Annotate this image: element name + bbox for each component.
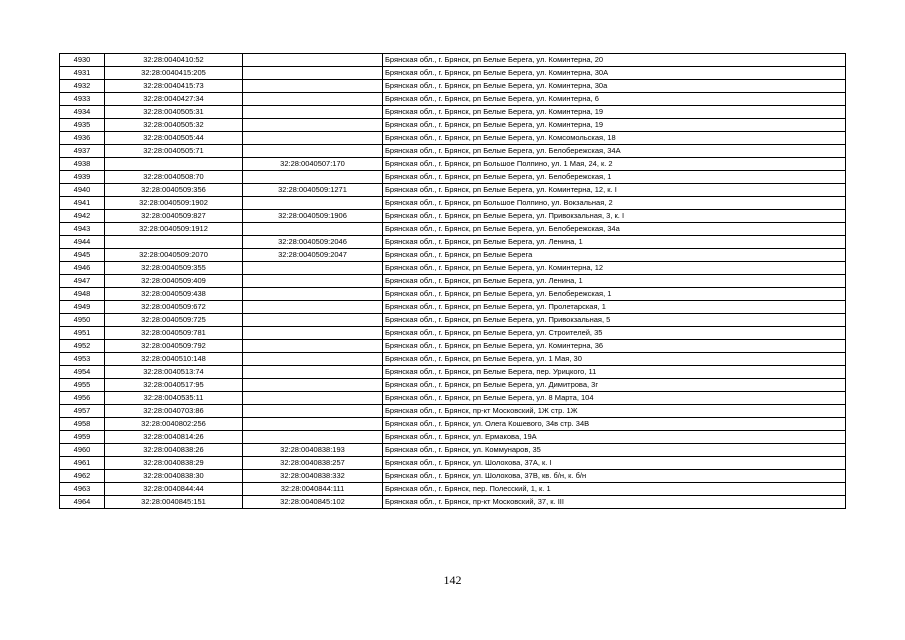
address-cell: Брянская обл., г. Брянск, ул. Шолохова, 37А, к. I: [383, 457, 846, 470]
cadastral-number-cell: 32:28:0040509:792: [105, 340, 243, 353]
building-number-cell: [243, 431, 383, 444]
row-number-cell: 4964: [60, 496, 105, 509]
table-row: [60, 132, 846, 145]
table-row: [60, 119, 846, 132]
row-number-cell: 4955: [60, 379, 105, 392]
table-row: [60, 106, 846, 119]
table-row: [60, 340, 846, 353]
row-number-cell: 4941: [60, 197, 105, 210]
address-cell: Брянская обл., г. Брянск, пр-кт Московский, 37, к. III: [383, 496, 846, 509]
row-number-cell: 4943: [60, 223, 105, 236]
cadastral-number-cell: 32:28:0040517:95: [105, 379, 243, 392]
address-cell: Брянская обл., г. Брянск, пр-кт Московский, 1Ж стр. 1Ж: [383, 405, 846, 418]
building-number-cell: 32:28:0040844:111: [243, 483, 383, 496]
building-number-cell: [243, 106, 383, 119]
table-row: [60, 301, 846, 314]
cadastral-number-cell: 32:28:0040535:11: [105, 392, 243, 405]
cadastral-number-cell: [105, 236, 243, 249]
row-number-cell: 4936: [60, 132, 105, 145]
building-number-cell: [243, 262, 383, 275]
row-number-cell: 4940: [60, 184, 105, 197]
address-cell: Брянская обл., г. Брянск, рп Белые Берега, ул. Белобережская, 1: [383, 288, 846, 301]
cadastral-number-cell: 32:28:0040508:70: [105, 171, 243, 184]
building-number-cell: 32:28:0040509:1271: [243, 184, 383, 197]
address-cell: Брянская обл., г. Брянск, ул. Олега Кошевого, 34в стр. 34В: [383, 418, 846, 431]
address-cell: Брянская обл., г. Брянск, ул. Шолохова, 37В, кв. б/н, к. б/н: [383, 470, 846, 483]
table-row: [60, 483, 846, 496]
row-number-cell: 4957: [60, 405, 105, 418]
cadastral-number-cell: 32:28:0040505:32: [105, 119, 243, 132]
cadastral-number-cell: 32:28:0040509:2070: [105, 249, 243, 262]
address-cell: Брянская обл., г. Брянск, рп Белые Берега, ул. Коминтерна, 19: [383, 106, 846, 119]
row-number-cell: 4933: [60, 93, 105, 106]
address-cell: Брянская обл., г. Брянск, рп Белые Берега, ул. Привокзальная, 5: [383, 314, 846, 327]
table-row: [60, 314, 846, 327]
address-cell: Брянская обл., г. Брянск, рп Белые Берега, пер. Урицкого, 11: [383, 366, 846, 379]
table-row: [60, 80, 846, 93]
cadastral-number-cell: 32:28:0040838:30: [105, 470, 243, 483]
address-cell: Брянская обл., г. Брянск, рп Белые Берега, ул. Коминтерна, 12: [383, 262, 846, 275]
row-number-cell: 4930: [60, 54, 105, 67]
address-cell: Брянская обл., г. Брянск, рп Белые Берега, ул. Коминтерна, 12, к. I: [383, 184, 846, 197]
address-cell: Брянская обл., г. Брянск, рп Белые Берега, ул. Коминтерна, 6: [383, 93, 846, 106]
row-number-cell: 4958: [60, 418, 105, 431]
cadastral-number-cell: 32:28:0040509:672: [105, 301, 243, 314]
building-number-cell: [243, 132, 383, 145]
row-number-cell: 4962: [60, 470, 105, 483]
cadastral-number-cell: [105, 158, 243, 171]
row-number-cell: 4937: [60, 145, 105, 158]
cadastral-number-cell: 32:28:0040410:52: [105, 54, 243, 67]
table-row: [60, 496, 846, 509]
table-row: [60, 366, 846, 379]
row-number-cell: 4959: [60, 431, 105, 444]
table-row: [60, 93, 846, 106]
table-row: [60, 54, 846, 67]
building-number-cell: [243, 340, 383, 353]
cadastral-number-cell: 32:28:0040513:74: [105, 366, 243, 379]
table-row: [60, 392, 846, 405]
address-cell: Брянская обл., г. Брянск, пер. Полесский, 1, к. 1: [383, 483, 846, 496]
table-row: [60, 158, 846, 171]
building-number-cell: 32:28:0040509:2047: [243, 249, 383, 262]
row-number-cell: 4954: [60, 366, 105, 379]
building-number-cell: [243, 392, 383, 405]
address-cell: Брянская обл., г. Брянск, рп Белые Берега, ул. Коминтерна, 30А: [383, 67, 846, 80]
cadastral-number-cell: 32:28:0040509:827: [105, 210, 243, 223]
table-row: [60, 457, 846, 470]
building-number-cell: [243, 314, 383, 327]
cadastral-number-cell: 32:28:0040844:44: [105, 483, 243, 496]
building-number-cell: 32:28:0040845:102: [243, 496, 383, 509]
address-cell: Брянская обл., г. Брянск, рп Белые Берега, ул. Строителей, 35: [383, 327, 846, 340]
address-cell: Брянская обл., г. Брянск, рп Белые Берега, ул. Пролетарская, 1: [383, 301, 846, 314]
building-number-cell: [243, 80, 383, 93]
row-number-cell: 4946: [60, 262, 105, 275]
table-row: [60, 145, 846, 158]
building-number-cell: [243, 93, 383, 106]
table-row: [60, 262, 846, 275]
table-row: [60, 288, 846, 301]
building-number-cell: [243, 223, 383, 236]
address-cell: Брянская обл., г. Брянск, рп Белые Берега, ул. Коминтерна, 19: [383, 119, 846, 132]
address-cell: Брянская обл., г. Брянск, рп Белые Берега, ул. Белобережская, 34а: [383, 223, 846, 236]
page-number: 142: [443, 573, 462, 587]
table-row: [60, 184, 846, 197]
building-number-cell: [243, 288, 383, 301]
table-row: [60, 236, 846, 249]
row-number-cell: 4963: [60, 483, 105, 496]
cadastral-number-cell: 32:28:0040509:781: [105, 327, 243, 340]
building-number-cell: [243, 171, 383, 184]
row-number-cell: 4931: [60, 67, 105, 80]
row-number-cell: 4945: [60, 249, 105, 262]
cadastral-number-cell: 32:28:0040505:71: [105, 145, 243, 158]
address-cell: Брянская обл., г. Брянск, рп Белые Берега, ул. Коминтерна, 20: [383, 54, 846, 67]
table-row: [60, 444, 846, 457]
address-cell: Брянская обл., г. Брянск, рп Белые Берега, ул. Ленина, 1: [383, 236, 846, 249]
address-cell: Брянская обл., г. Брянск, рп Белые Берега, ул. Димитрова, 3г: [383, 379, 846, 392]
table-row: [60, 470, 846, 483]
cadastral-number-cell: 32:28:0040509:1902: [105, 197, 243, 210]
cadastral-number-cell: 32:28:0040509:1912: [105, 223, 243, 236]
table-row: [60, 223, 846, 236]
row-number-cell: 4942: [60, 210, 105, 223]
row-number-cell: 4935: [60, 119, 105, 132]
row-number-cell: 4939: [60, 171, 105, 184]
table-body: [60, 54, 846, 509]
row-number-cell: 4934: [60, 106, 105, 119]
cadastral-number-cell: 32:28:0040427:34: [105, 93, 243, 106]
address-cell: Брянская обл., г. Брянск, рп Большое Полпино, ул. Вокзальная, 2: [383, 197, 846, 210]
row-number-cell: 4961: [60, 457, 105, 470]
table-row: [60, 405, 846, 418]
building-number-cell: [243, 353, 383, 366]
cadastral-number-cell: 32:28:0040415:73: [105, 80, 243, 93]
row-number-cell: 4952: [60, 340, 105, 353]
building-number-cell: [243, 275, 383, 288]
address-cell: Брянская обл., г. Брянск, ул. Ермакова, 19А: [383, 431, 846, 444]
cadastral-number-cell: 32:28:0040703:86: [105, 405, 243, 418]
cadastral-number-cell: 32:28:0040415:205: [105, 67, 243, 80]
building-number-cell: [243, 197, 383, 210]
table-row: [60, 353, 846, 366]
cadastral-number-cell: 32:28:0040838:29: [105, 457, 243, 470]
cadastral-number-cell: 32:28:0040802:256: [105, 418, 243, 431]
cadastral-table: [59, 53, 846, 509]
row-number-cell: 4951: [60, 327, 105, 340]
building-number-cell: 32:28:0040507:170: [243, 158, 383, 171]
row-number-cell: 4947: [60, 275, 105, 288]
address-cell: Брянская обл., г. Брянск, рп Белые Берега, ул. 8 Марта, 104: [383, 392, 846, 405]
table-row: [60, 431, 846, 444]
table-row: [60, 249, 846, 262]
table-row: [60, 210, 846, 223]
table-row: [60, 275, 846, 288]
address-cell: Брянская обл., г. Брянск, рп Белые Берега, ул. Коминтерна, 30а: [383, 80, 846, 93]
cadastral-number-cell: 32:28:0040510:148: [105, 353, 243, 366]
address-cell: Брянская обл., г. Брянск, рп Белые Берега: [383, 249, 846, 262]
building-number-cell: 32:28:0040509:2046: [243, 236, 383, 249]
address-cell: Брянская обл., г. Брянск, рп Белые Берега, ул. Привокзальная, 3, к. I: [383, 210, 846, 223]
address-cell: Брянская обл., г. Брянск, рп Белые Берега, ул. Комсомольская, 18: [383, 132, 846, 145]
cadastral-number-cell: 32:28:0040509:356: [105, 184, 243, 197]
table-row: [60, 327, 846, 340]
cadastral-number-cell: 32:28:0040509:409: [105, 275, 243, 288]
row-number-cell: 4944: [60, 236, 105, 249]
building-number-cell: [243, 119, 383, 132]
row-number-cell: 4953: [60, 353, 105, 366]
cadastral-number-cell: 32:28:0040505:44: [105, 132, 243, 145]
building-number-cell: 32:28:0040509:1906: [243, 210, 383, 223]
row-number-cell: 4949: [60, 301, 105, 314]
address-cell: Брянская обл., г. Брянск, рп Белые Берега, ул. Ленина, 1: [383, 275, 846, 288]
building-number-cell: [243, 54, 383, 67]
cadastral-number-cell: 32:28:0040509:725: [105, 314, 243, 327]
address-cell: Брянская обл., г. Брянск, рп Белые Берега, ул. 1 Мая, 30: [383, 353, 846, 366]
table-row: [60, 197, 846, 210]
address-cell: Брянская обл., г. Брянск, рп Белые Берега, ул. Коминтерна, 36: [383, 340, 846, 353]
building-number-cell: [243, 366, 383, 379]
row-number-cell: 4960: [60, 444, 105, 457]
row-number-cell: 4938: [60, 158, 105, 171]
building-number-cell: [243, 301, 383, 314]
building-number-cell: [243, 418, 383, 431]
cadastral-number-cell: 32:28:0040505:31: [105, 106, 243, 119]
address-cell: Брянская обл., г. Брянск, рп Большое Полпино, ул. 1 Мая, 24, к. 2: [383, 158, 846, 171]
cadastral-number-cell: 32:28:0040814:26: [105, 431, 243, 444]
building-number-cell: 32:28:0040838:257: [243, 457, 383, 470]
table-row: [60, 418, 846, 431]
row-number-cell: 4956: [60, 392, 105, 405]
building-number-cell: [243, 379, 383, 392]
cadastral-number-cell: 32:28:0040509:438: [105, 288, 243, 301]
building-number-cell: 32:28:0040838:332: [243, 470, 383, 483]
table-row: [60, 171, 846, 184]
cadastral-number-cell: 32:28:0040845:151: [105, 496, 243, 509]
table-row: [60, 67, 846, 80]
building-number-cell: 32:28:0040838:193: [243, 444, 383, 457]
address-cell: Брянская обл., г. Брянск, рп Белые Берега, ул. Белобережская, 1: [383, 171, 846, 184]
row-number-cell: 4948: [60, 288, 105, 301]
building-number-cell: [243, 145, 383, 158]
building-number-cell: [243, 327, 383, 340]
building-number-cell: [243, 405, 383, 418]
cadastral-number-cell: 32:28:0040838:26: [105, 444, 243, 457]
cadastral-number-cell: 32:28:0040509:355: [105, 262, 243, 275]
row-number-cell: 4932: [60, 80, 105, 93]
row-number-cell: 4950: [60, 314, 105, 327]
building-number-cell: [243, 67, 383, 80]
table-row: [60, 379, 846, 392]
address-cell: Брянская обл., г. Брянск, рп Белые Берега, ул. Белобережская, 34А: [383, 145, 846, 158]
address-cell: Брянская обл., г. Брянск, ул. Коммунаров, 35: [383, 444, 846, 457]
